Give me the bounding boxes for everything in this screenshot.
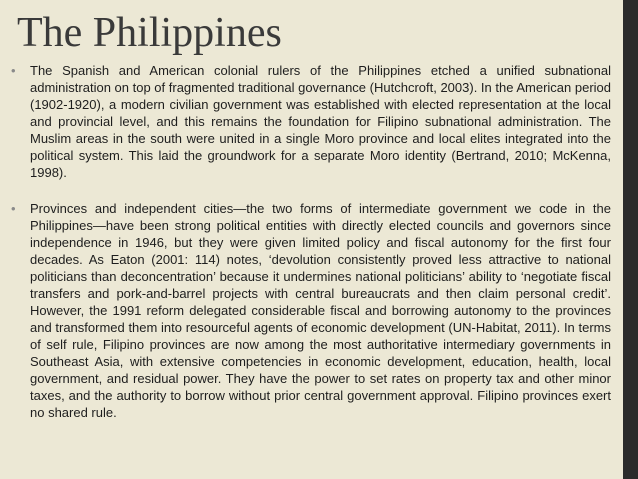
bullet-item-colonial-history (11, 62, 611, 181)
bullet-marker: • (11, 63, 16, 78)
slide-title: The Philippines (17, 10, 282, 56)
bullet-text: Provinces and independent cities—the two forms of intermediate government we code in the Philippines—have been strong political entities with directly elected councils and governors since independence in 1946, but they were given limited policy and fiscal autonomy for the first four decades. As Eaton (2001: 114) notes, ‘devolution consistently proved less attractive to national politicians than deconcentration’ because it undermines national politicians’ ability to ‘negotiate fiscal transfers and pork-and-barrel projects with central bureaucrats and then claim personal credit’. However, the 1991 reform delegated considerable fiscal and borrowing autonomy to the provinces and transformed them into resourceful agents of economic development (UN-Habitat, 2011). In terms of self rule, Filipino provinces are now among the most authoritative intermediary governments in Southeast Asia, with extensive competencies in economic development, education, health, local government, and residual power. They have the power to set rates on property tax and other minor taxes, and the authority to borrow without prior central government approval. Filipino provinces exert no shared rule. (30, 201, 611, 420)
decorative-right-strip (623, 0, 638, 479)
bullet-marker: • (11, 201, 16, 216)
bullet-list (11, 62, 611, 421)
bullet-text: The Spanish and American colonial rulers of the Philippines etched a unified subnational administration on top of fragmented traditional governance (Hutchcroft, 2003). In the American period (1902-1920), a modern civilian government was established with elected representation at the local and provincial level, and this remains the foundation for Filipino subnational administration. The Muslim areas in the south were united in a single Moro province and local elites integrated into the political system. This laid the groundwork for a separate Moro identity (Bertrand, 2010; McKenna, 1998). (30, 63, 611, 180)
bullet-item-provinces-autonomy (11, 200, 611, 421)
